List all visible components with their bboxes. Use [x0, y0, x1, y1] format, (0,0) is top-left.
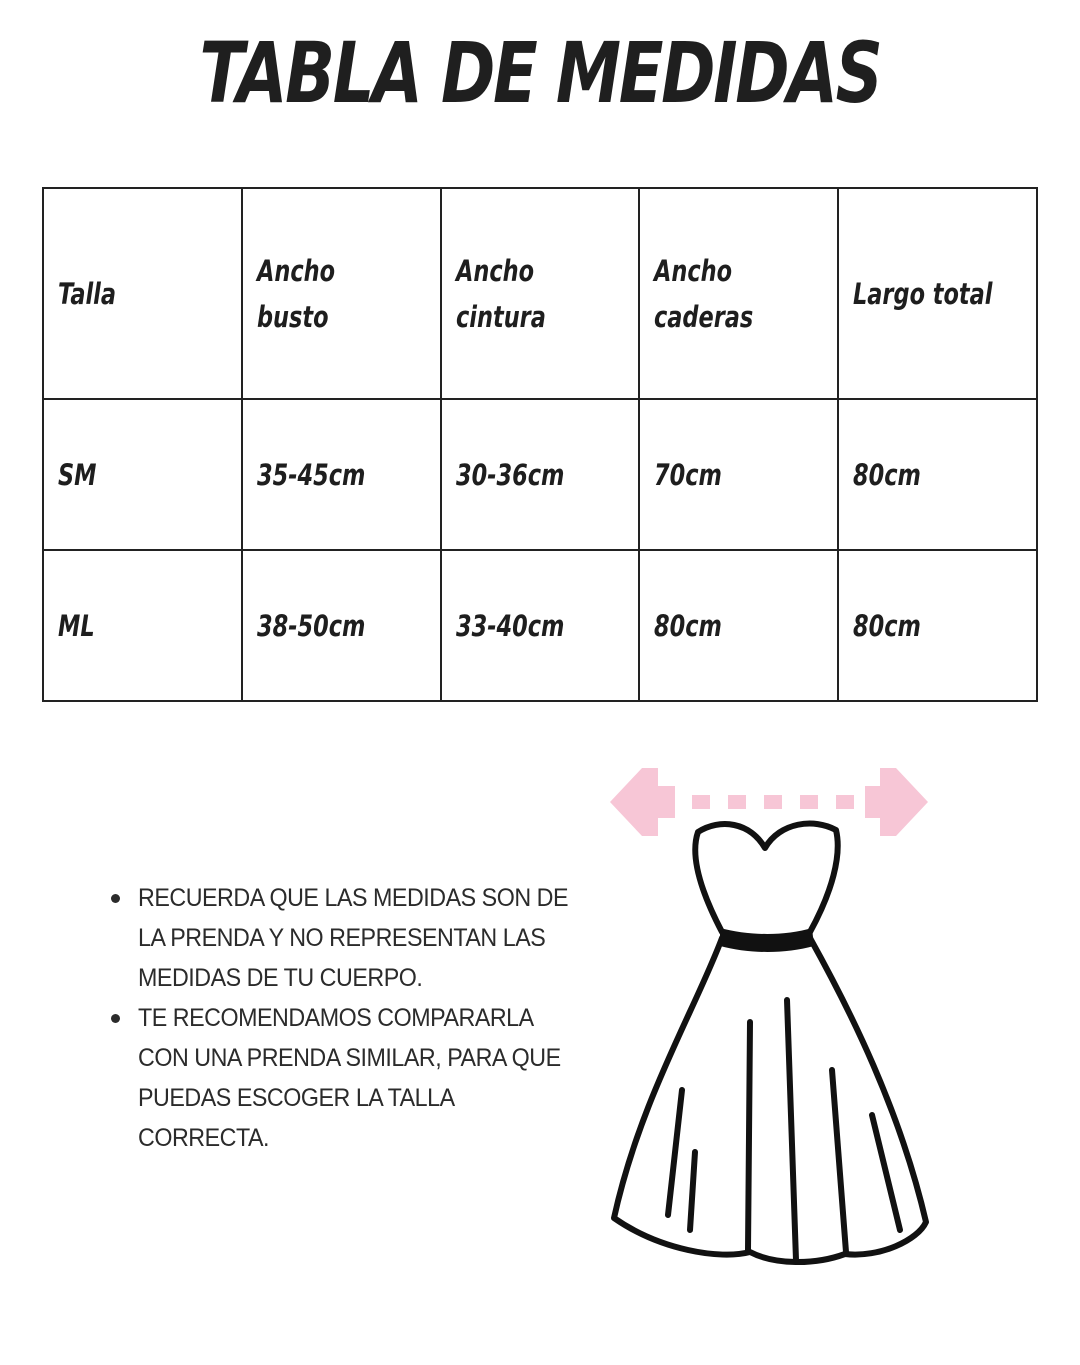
- table-cell: 35-45cm: [242, 399, 441, 550]
- arrow-dash: [692, 795, 710, 809]
- note-item: [104, 878, 574, 998]
- table-cell: 80cm: [639, 550, 838, 701]
- bullet-icon: [111, 894, 120, 903]
- waistband: [720, 928, 814, 952]
- size-table: [42, 187, 1038, 702]
- arrow-dash: [800, 795, 818, 809]
- bullet-icon: [111, 1014, 120, 1023]
- double-arrow-icon: [610, 768, 928, 836]
- table-cell: 33-40cm: [441, 550, 640, 701]
- arrow-dash: [836, 795, 854, 809]
- table-header-cell: Ancho cintura: [441, 188, 640, 399]
- table-cell: 70cm: [639, 399, 838, 550]
- arrow-right-head: [865, 768, 928, 836]
- note-text: RECUERDA QUE LAS MEDIDAS SON DE LA PRENDA Y NO REPRESENTAN LAS MEDIDAS DE TU CUERPO.: [138, 884, 569, 992]
- table-header-cell: Largo total: [838, 188, 1037, 399]
- dress-icon: [600, 760, 940, 1280]
- table-header-cell: Ancho caderas: [639, 188, 838, 399]
- dress-outline: [614, 824, 926, 1262]
- table-row: [43, 399, 1037, 550]
- table-cell: SM: [43, 399, 242, 550]
- note-item: [104, 998, 574, 1158]
- arrow-dash: [764, 795, 782, 809]
- page-title: TABLA DE MEDIDAS: [199, 24, 881, 122]
- table-cell: ML: [43, 550, 242, 701]
- note-text: TE RECOMENDAMOS COMPARARLA CON UNA PRENDA SIMILAR, PARA QUE PUEDAS ESCOGER LA TALLA CORRECTA.: [138, 1004, 561, 1152]
- arrow-dash: [728, 795, 746, 809]
- table-cell: 30-36cm: [441, 399, 640, 550]
- table-row: [43, 550, 1037, 701]
- table-cell: 80cm: [838, 399, 1037, 550]
- table-header-row: [43, 188, 1037, 399]
- table-cell: 38-50cm: [242, 550, 441, 701]
- table-header-cell: Talla: [43, 188, 242, 399]
- arrow-left-head: [610, 768, 675, 836]
- notes-list: [104, 878, 574, 1158]
- table-cell: 80cm: [838, 550, 1037, 701]
- table-header-cell: Ancho busto: [242, 188, 441, 399]
